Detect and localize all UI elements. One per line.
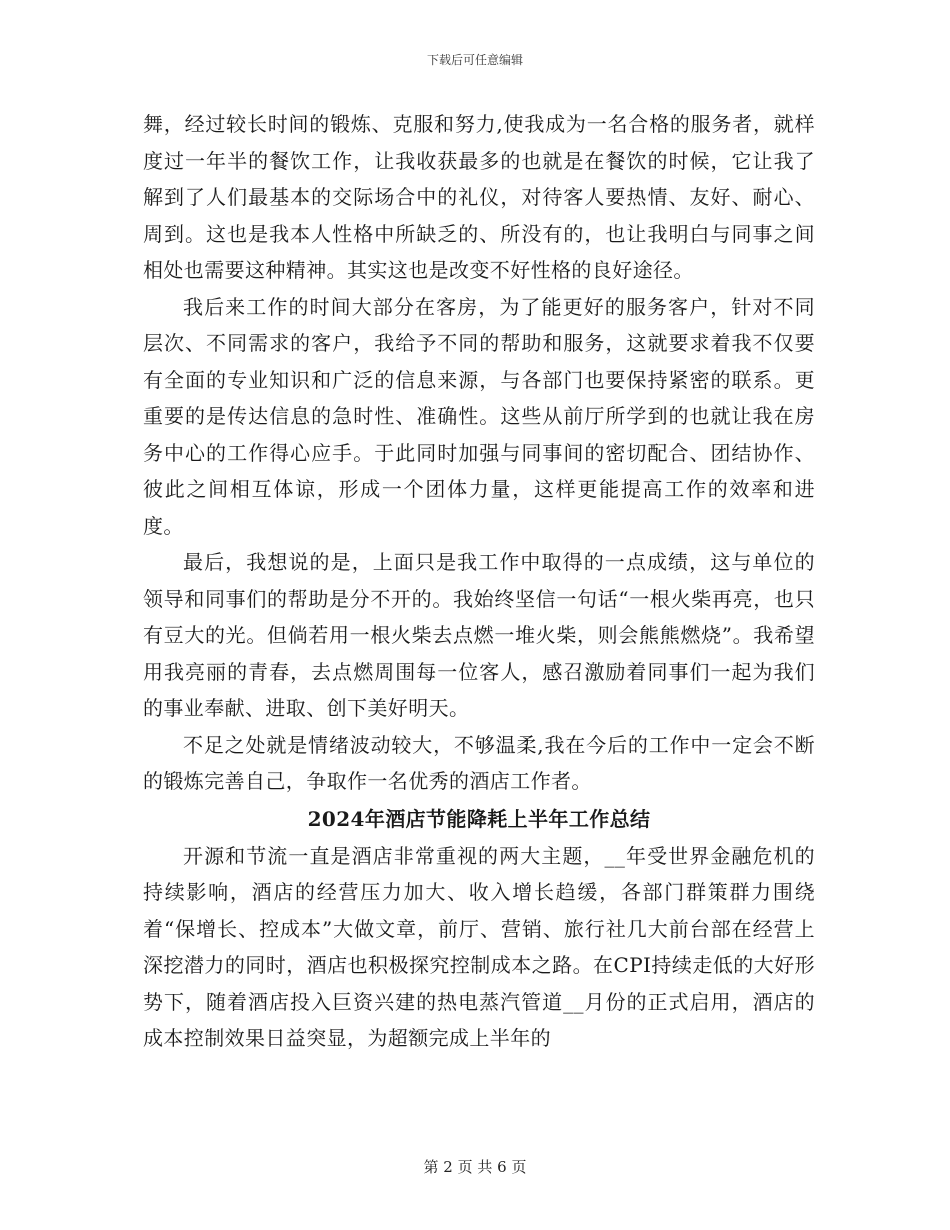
paragraph-guest-rooms: 我后来工作的时间大部分在客房，为了能更好的服务客户，针对不同层次、不同需求的客户，我给予不同的帮助和服务，这就要求着我不仅要有全面的专业知识和广泛的信息来源，与各部门也要保持紧密的联系。更重要的是传达信息的急时性、准确性。这些从前厅所学到的也就让我在房务中心的工作得心应手。于此同时加强与同事间的密切配合、团结协作、彼此之间相互体谅，形成一个团体力量，这样更能提高工作的效率和进度。	[143, 294, 815, 538]
paragraph-continued: 舞，经过较长时间的锻炼、克服和努力,使我成为一名合格的服务者，就样度过一年半的餐饮工作，让我收获最多的也就是在餐饮的时候，它让我了解到了人们最基本的交际场合中的礼仪，对待客人要热情、友好、耐心、周到。这也是我本人性格中所缺乏的、所没有的，也让我明白与同事之间相处也需要这种精神。其实这也是改变不好性格的良好途径。	[143, 112, 815, 282]
section-title: 2024年酒店节能降耗上半年工作总结	[307, 806, 651, 831]
document-body	[143, 106, 815, 1057]
paragraph-shortcomings: 不足之处就是情绪波动较大，不够温柔,我在今后的工作中一定会不断的锻炼完善自己，争取作一名优秀的酒店工作者。	[143, 732, 815, 793]
header-note: 下载后可任意编辑	[426, 53, 523, 67]
page-indicator: 第 2 页 共 6 页	[423, 1158, 527, 1176]
paragraph-energy-saving: 开源和节流一直是酒店非常重视的两大主题，__年受世界金融危机的持续影响，酒店的经营压力加大、收入增长趋缓，各部门群策群力围绕着“保增长、控成本”大做文章，前厅、营销、旅行社几大前台部在经营上深挖潜力的同时，酒店也积极探究控制成本之路。在CPI持续走低的大好形势下，随着酒店投入巨资兴建的热电蒸汽管道__月份的正式启用，酒店的成本控制效果日益突显，为超额完成上半年的	[143, 843, 815, 1050]
paragraph-conclusion: 最后，我想说的是，上面只是我工作中取得的一点成绩，这与单位的领导和同事们的帮助是分不开的。我始终坚信一句话“一根火柴再亮，也只有豆大的光。但倘若用一根火柴去点燃一堆火柴，则会熊熊燃烧”。我希望用我亮丽的青春，去点燃周围每一位客人，感召激励着同事们一起为我们的事业奉献、进取、创下美好明天。	[143, 550, 815, 720]
